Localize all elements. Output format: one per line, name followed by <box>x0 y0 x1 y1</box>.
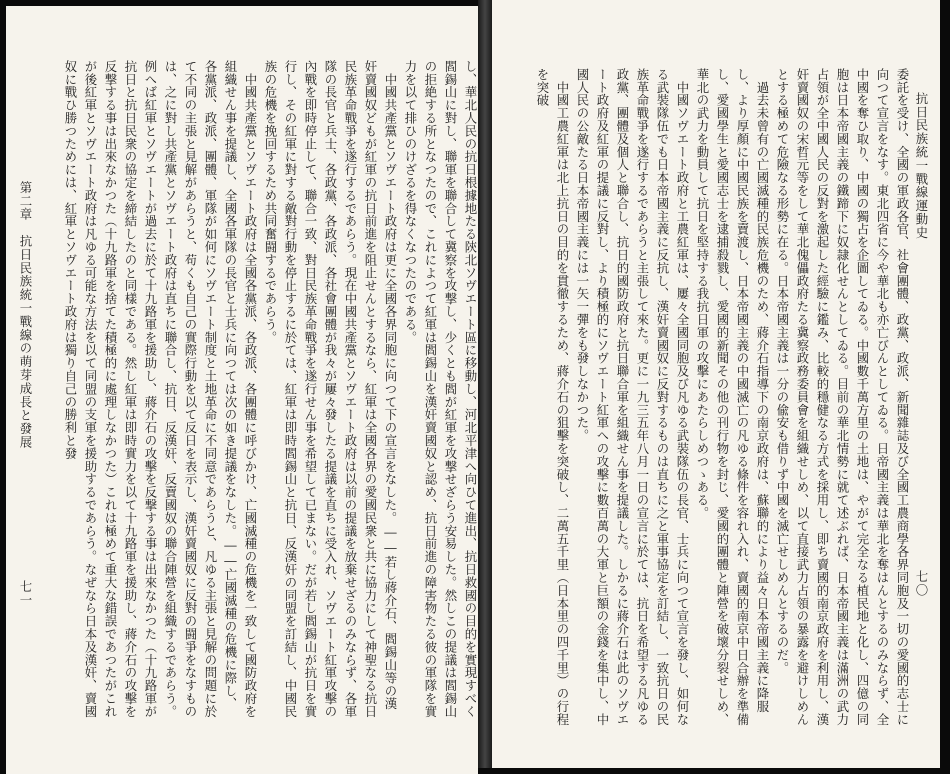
page-number: 七一 <box>18 580 33 607</box>
page-body-text: し、華北人民の抗日根據地たる陝北ソヴエート區に移動し、河北平津へ向ひて進出、抗日救國の目的を實現すべく閻錫山に對し、聯軍を聯合して冀察を攻撃し、少くとも閻が紅軍を攻撃せざらう安易した。然しこの提議は閻錫山の拒絶する所となつたので、これによつて紅軍は閻錫山を漢奸賣國奴と認め、抗日前進の障害物たる彼の軍隊を實力を以て排ひのけざるを得なくなつたのである。 中國共產黨とソヴエート政府は更に全國各界同胞に向つて下の宣言をなした。――若し蔣介石、閻錫山等の漢奸賣國奴どもが紅軍の抗日前進を阻止せんとするなら、紅軍は全國各界の愛國民衆と共に協力にして神聖なる抗日民族革命戰爭を遂行するであらう。現在中國共產黨とソヴエート政府は以前の提議を放棄せざるのみならず、各軍隊の長官と兵士、各政黨、各政派、各社會團體が我々が屢々發したる提議を直ちに受入れ、ソヴエート紅軍攻擊の內戰を即時停止して、聯合一致、對日民族革命戰爭を遂行せん事を希望して已まない。だが若し閻錫山が抗日を實行し、その紅軍に對する敵對行動を停止するに於ては、紅軍は即時閻錫山と抗日、反漢奸の同盟を訂結し、中國民族の危機を挽回するため共同奮闘するであらう。 中國共產黨とソヴエート政府は全國各黨派、各政派、各團體に呼びかけ、亡國滅種の危機を一致して國防政府を組織せん事を提議し、全國各軍隊の長官と士兵に向つては次の如き提議をなした。――亡國滅種の危機に際し、各黨派、政派、團體、軍隊が如何にソヴエート制度と土地革命に不同意であらうと、凡ゆる主張と見解の問題に於て不同の主張と見解があらうと、苟くも自己の實際行動を以て反日を表示し、漢奸賣國奴に反對の闘爭をなすものは、之に對し共產黨とソヴエート政府は直ちに聯合し、抗日、反漢奸、反賣國奴の聯合陣營を組織するであらう。例へば紅軍とソヴエートが過去に於て十九路軍を援助し、蔣介石の攻擊を反撃する事は出來なかつた（十九路軍が抗日と抗日民衆の協定を締結したのと同樣である。然し紅軍は即時實力を以て十九路軍を援助し、蔣介石の攻擊を反撃する事は出來なかつた（十九路軍を捨てた積極的に處理しなかつた）これは極めて重大な錯誤であつたがこれが後紅軍とソヴエート政府は凡ゆる可能な方法を以て同盟の支軍を援助するであらう。なぜなら日本及漢奸、賣國奴に戰ひ勝つためには、紅軍とソヴエート政府は獨り自己の勝利と發 <box>63 60 478 718</box>
chapter-header: 第二章 抗日民族統一戰線の萌芽成長と發展 <box>18 181 33 449</box>
page-number: 七〇 <box>914 570 929 597</box>
book-gutter <box>478 0 492 768</box>
running-header: 抗日民族統一戰線運動史 <box>914 92 929 240</box>
left-page <box>6 6 478 774</box>
page-body-text: 委託を受け、全國の軍政各官、社會團體、政黨、政派、新聞雜誌及び全國工農商學各界同胞及一切の愛國的志士に向つて宣言をなす。東北四省に今や華北も亦亡びんとしてゐる。日帝國主義は華北を奪はんとするのみならず、全中國を奪ひ取り、中國の獨占を企圖してゐる。中國數千萬方里の土地は、やがて完全なる植民地と化し、四億の同胞は日本帝國主義の鐵蹄下に奴隷化せんとしてゐる。目前の華北情勢に就て述ぶれば、日本帝國主義は滿洲の武力占領が全中國人民の反對を激起した經驗に鑑み、比較的穩健なる方式を採用し、即ち賣國的南京政府を利用し、漢奸賣國奴の宋哲元等をして華北傀儡政府たる冀察政務委員會を組織せしめ、以て直接武力占領の暴露を避けしめんとする極めて危險なる形勢に在る。日本帝國主義は一分の偸安も借りず中國を滅亡せしめんとするのだ。 過去未曾有の亡國滅種的民族危機のため、蔣介石指導下の南京政府は、蘇聯的により益々日本帝國主義に降服し、より厚顏に中國民族を賣渡し、日本帝國主義の中國滅亡の凡ゆる條件を容れ入れ、賣國的南京中日合辦を準備し、愛國學生と愛國志士を逮捕殺戮し、愛國的新聞その他の刊行物を封じ、愛國的團體と陣營を破壞分裂せしめ、華北の武力を動員して抗日を堅持する我抗日軍の攻擊にあたらしめつゝある。 中國ソヴエート政府と工農紅軍は、屢々全國同胞及び凡ゆる武裝隊伍の長官、士兵に向つて宣言を發し、如何なる武裝隊伍でも日本帝國主義に反抗し、漢奸賣國奴に反對するものは直ちに之と軍事協定を訂結し、一致抗日の民族革命戰爭を遂行するであらうと主張して來た。更に一九三五年八月一日の宣言に於ては、抗日を希望する凡ゆる政黨、團體及個人と聯合し、抗日的國防政府と抗日聯合軍を組織せん事を提議した。しかるに蔣介石は此のソヴエート政府及紅軍の提議に反對し、より積極的にソヴエート紅軍への攻擊に數百萬の大軍と巨額の金錢を集中し、中國人民の公敵たる日本帝國主義には一矢一彈をも發しなかつた。 中國工農紅軍は北上抗日の目的を貫徹するため、蔣介石の狙擊を突破し、二萬五千里（日本里の四千里）の行程を突破 <box>535 68 910 726</box>
right-page <box>492 0 940 768</box>
